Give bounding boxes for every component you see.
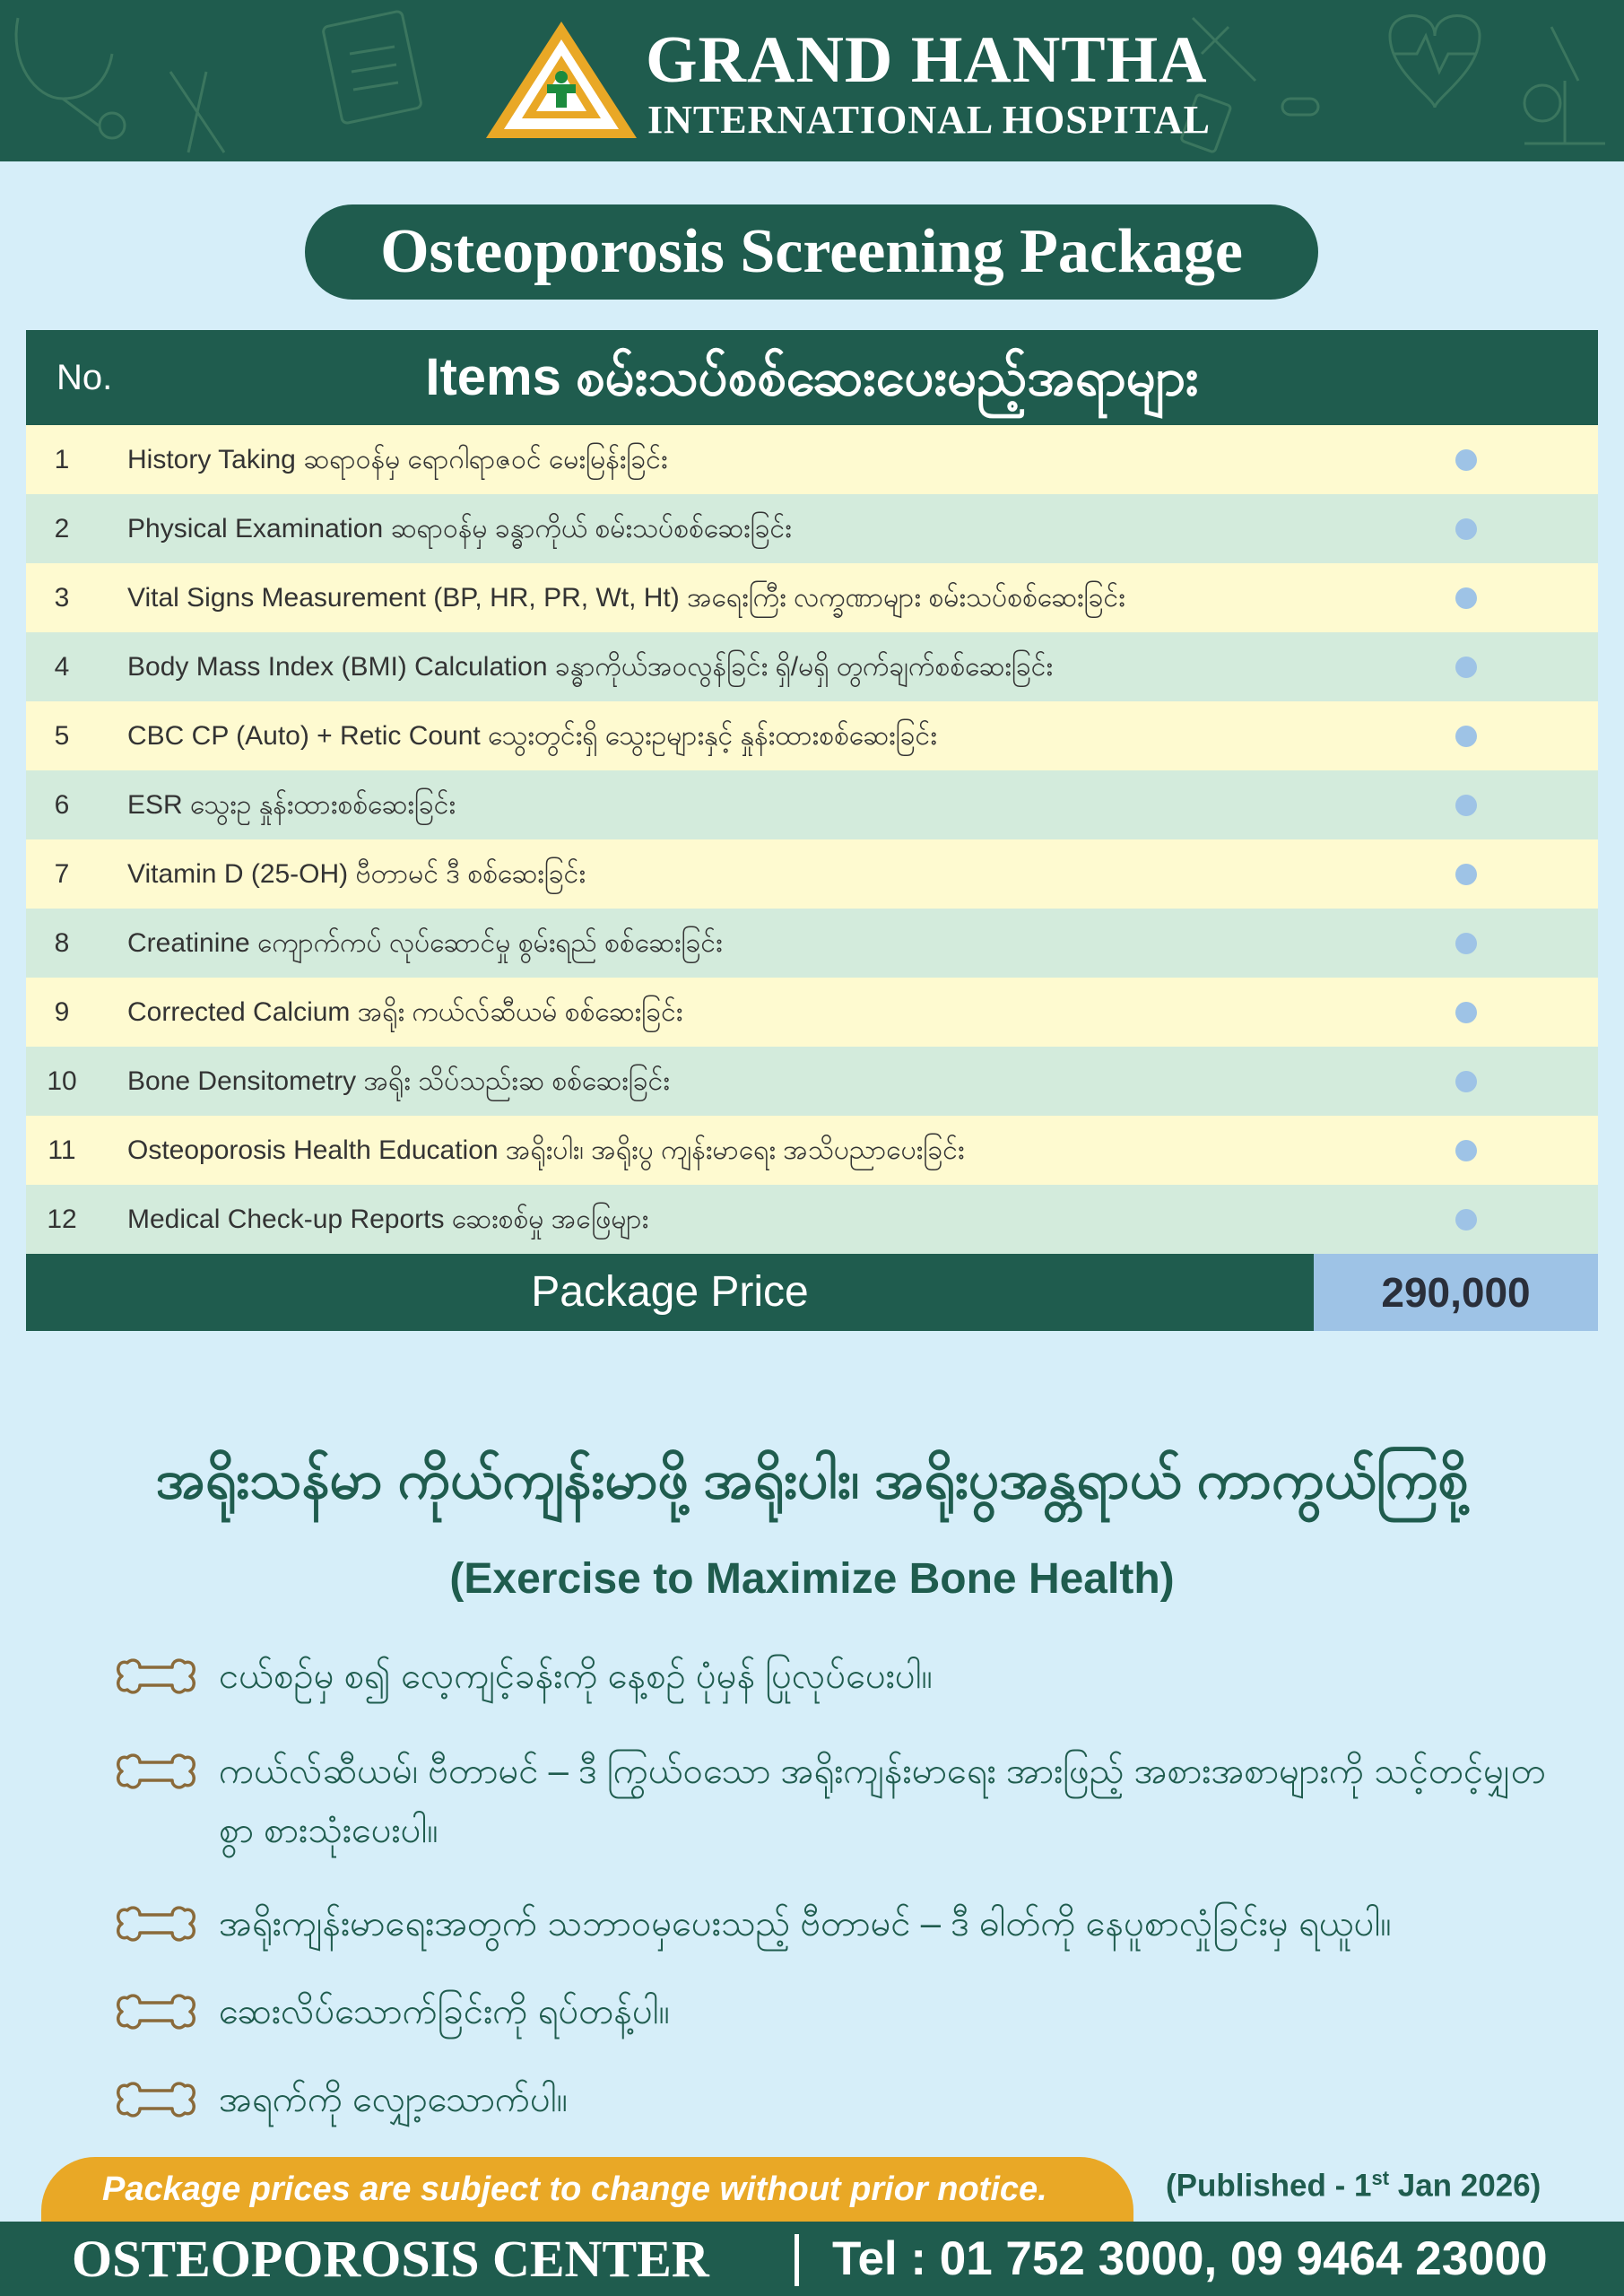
table-body — [26, 425, 1598, 1254]
included-dot-icon — [1455, 1002, 1477, 1023]
row-number: 8 — [54, 928, 70, 958]
row-item-text: CBC CP (Auto) + Retic Count သွေးတွင်းရှိ သွေးဥများနှင့် နှုန်းထားစစ်ဆေးခြင်း — [127, 721, 937, 751]
table-row — [26, 632, 1598, 701]
row-number: 10 — [47, 1066, 77, 1096]
row-item-text: Body Mass Index (BMI) Calculation ခန္ဓာကိုယ်အဝလွန်ခြင်း ရှိ/မရှိ တွက်ချက်စစ်ဆေးခြင်း — [127, 652, 1054, 682]
header-no: No. — [56, 358, 113, 397]
row-item-text: Bone Densitometry အရိုး သိပ်သည်းဆ စစ်ဆေးခြင်း — [127, 1066, 670, 1096]
exercise-tip-text: ကယ်လ်ဆီယမ်၊ ဗီတာမင် – ဒီ ကြွယ်ဝသော အရိုးကျန်းမာရေး အားဖြည့် အစားအစာများကို သင့်တင့်မျှတစွာ စားသုံးပေးပါ။ — [219, 1752, 1546, 1850]
table-row — [26, 1047, 1598, 1116]
included-dot-icon — [1455, 1140, 1477, 1161]
hospital-logo-icon — [484, 20, 638, 140]
table-row — [26, 978, 1598, 1047]
included-dot-icon — [1455, 1071, 1477, 1092]
brand-subtitle: INTERNATIONAL HOSPITAL — [647, 98, 1211, 142]
row-item-text: Corrected Calcium အရိုး ကယ်လ်ဆီယမ် စစ်ဆေးခြင်း — [127, 997, 683, 1027]
footer-center-name: OSTEOPOROSIS CENTER — [72, 2230, 709, 2288]
row-item-text: Creatinine ကျောက်ကပ် လုပ်ဆောင်မှု စွမ်းရည် စစ်ဆေးခြင်း — [127, 928, 723, 958]
published-suffix: Jan 2026) — [1389, 2168, 1541, 2204]
bone-icon — [115, 1903, 197, 1944]
row-item-text: History Taking ဆရာဝန်မှ ရောဂါရာဇဝင် မေးမြန်းခြင်း — [127, 445, 668, 474]
row-item-text: ESR သွေးဥ နှုန်းထားစစ်ဆေးခြင်း — [127, 790, 456, 820]
table-row — [26, 1185, 1598, 1254]
row-number: 6 — [54, 790, 70, 820]
footer-divider — [795, 2234, 799, 2286]
published-sup: st — [1371, 2167, 1390, 2189]
price-value: 290,000 — [1314, 1254, 1598, 1331]
price-notice: Package prices are subject to change without prior notice. — [41, 2157, 1133, 2222]
exercise-heading-mm: အရိုးသန်မာ ကိုယ်ကျန်းမာဖို့ အရိုးပါး၊ အရိုးပွအန္တရာယ် ကာကွယ်ကြစို့ — [155, 1449, 1469, 1509]
exercise-tip-text: အရက်ကို လျှော့သောက်ပါ။ — [219, 2080, 568, 2119]
price-label: Package Price — [26, 1254, 1314, 1331]
row-number: 3 — [54, 583, 70, 613]
brand-name: GRAND HANTHA — [646, 23, 1208, 97]
row-number: 12 — [47, 1205, 77, 1234]
row-number: 7 — [54, 859, 70, 889]
bone-icon — [115, 2079, 197, 2120]
table-row — [26, 701, 1598, 770]
package-table — [26, 330, 1598, 1331]
published-date — [1166, 2167, 1541, 2205]
row-item-text: Vitamin D (25-OH) ဗီတာမင် ဒီ စစ်ဆေးခြင်း — [127, 859, 586, 889]
included-dot-icon — [1455, 657, 1477, 678]
bone-icon — [115, 1656, 197, 1697]
exercise-tip-text: ဆေးလိပ်သောက်ခြင်းကို ရပ်တန့်ပါ။ — [219, 1992, 670, 2031]
row-number: 11 — [48, 1135, 76, 1165]
included-dot-icon — [1455, 933, 1477, 954]
bone-icon — [115, 1991, 197, 2032]
published-prefix: (Published - 1 — [1166, 2168, 1372, 2204]
row-number: 5 — [54, 721, 70, 751]
page-title: Osteoporosis Screening Package — [305, 204, 1318, 300]
footer — [0, 2222, 1624, 2296]
row-item-text: Vital Signs Measurement (BP, HR, PR, Wt, Ht) အရေးကြီး လက္ခဏာများ စမ်းသပ်စစ်ဆေးခြင်း — [127, 583, 1125, 613]
table-row — [26, 425, 1598, 494]
included-dot-icon — [1455, 518, 1477, 540]
price-row — [26, 1254, 1598, 1331]
included-dot-icon — [1455, 726, 1477, 747]
row-number: 4 — [54, 652, 70, 682]
header-items: Items စမ်းသပ်စစ်ဆေးပေးမည့်အရာများ — [425, 348, 1199, 406]
row-number: 2 — [54, 514, 70, 544]
exercise-tip-text: အရိုးကျန်းမာရေးအတွက် သဘာဝမှပေးသည့် ဗီတာမင် – ဒီ ဓါတ်ကို နေပူစာလှုံခြင်းမှ ရယူပါ။ — [219, 1904, 1392, 1944]
table-row — [26, 494, 1598, 563]
included-dot-icon — [1455, 864, 1477, 885]
row-number: 9 — [54, 997, 70, 1027]
included-dot-icon — [1455, 587, 1477, 609]
included-dot-icon — [1455, 1209, 1477, 1231]
included-dot-icon — [1455, 795, 1477, 816]
row-number: 1 — [54, 445, 70, 474]
included-dot-icon — [1455, 449, 1477, 471]
row-item-text: Osteoporosis Health Education အရိုးပါး၊ အရိုးပွ ကျန်းမာရေး အသိပညာပေးခြင်း — [127, 1135, 965, 1165]
exercise-tip-text: ငယ်စဉ်မှ စ၍ လေ့ကျင့်ခန်းကို နေ့စဉ် ပုံမှန် ပြုလုပ်ပေးပါ။ — [219, 1657, 933, 1696]
table-row — [26, 770, 1598, 839]
bone-icon — [115, 1751, 197, 1792]
table-row — [26, 563, 1598, 632]
row-item-text: Medical Check-up Reports ဆေးစစ်မှု အဖြေများ — [127, 1205, 649, 1234]
header-banner — [0, 0, 1624, 161]
row-item-text: Physical Examination ဆရာဝန်မှ ခန္ဓာကိုယ် စမ်းသပ်စစ်ဆေးခြင်း — [127, 514, 792, 544]
exercise-heading-en: (Exercise to Maximize Bone Health) — [449, 1555, 1175, 1603]
table-row — [26, 909, 1598, 978]
table-header — [26, 330, 1598, 425]
table-row — [26, 1116, 1598, 1185]
table-row — [26, 839, 1598, 909]
footer-tel: Tel : 01 752 3000, 09 9464 23000 — [832, 2232, 1548, 2285]
